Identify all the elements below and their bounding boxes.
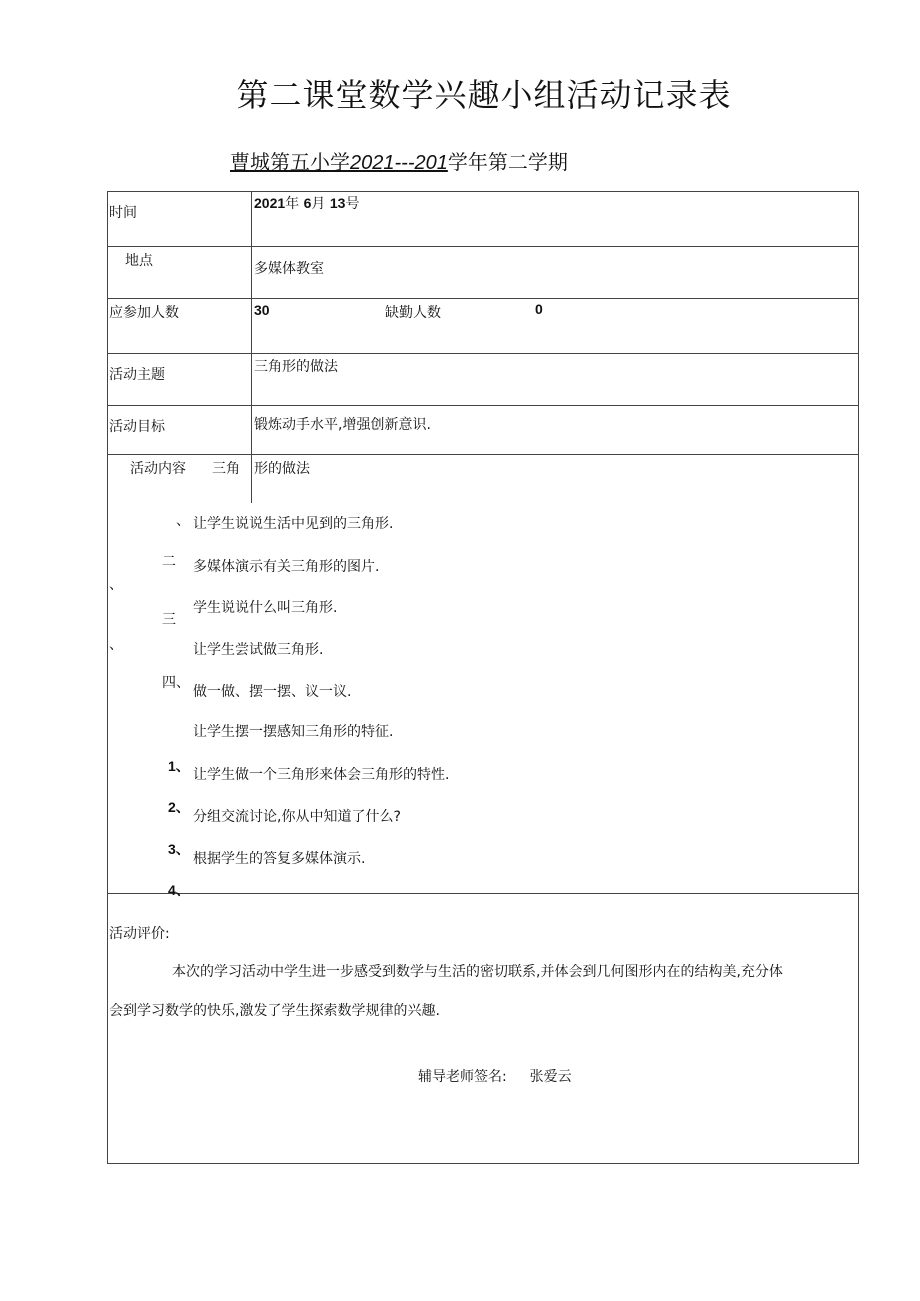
step-marker: 、 [109, 637, 123, 653]
theme-value: 三角形的做法 [254, 359, 338, 375]
absent-count-value: 0 [535, 301, 543, 317]
row-divider [107, 246, 859, 247]
absent-count-label: 缺勤人数 [385, 305, 441, 321]
table-border-top [107, 191, 859, 192]
table-border-left [107, 191, 108, 1164]
time-label: 时间 [109, 205, 137, 221]
expected-count-label: 应参加人数 [109, 305, 179, 321]
page-title: 第二课堂数学兴趣小组活动记录表 [236, 76, 732, 114]
step-item: 让学生说说生活中见到的三角形. [193, 516, 394, 532]
step-item: 让学生摆一摆感知三角形的特征. [193, 724, 394, 740]
row-divider [107, 893, 859, 894]
row-divider [107, 353, 859, 354]
location-value: 多媒体教室 [254, 261, 324, 277]
table-border-right [858, 191, 859, 1164]
step-item: 让学生做一个三角形来体会三角形的特性. [193, 767, 450, 783]
school-name: 曹城第五小学 [230, 150, 350, 174]
step-item: 做一做、摆一摆、议一议. [193, 684, 352, 700]
school-year: 2021---201 [350, 152, 448, 174]
step-item: 分组交流讨论,你从中知道了什么? [193, 809, 401, 825]
row-divider [107, 298, 859, 299]
row-divider [107, 405, 859, 406]
goal-value: 锻炼动手水平,增强创新意识. [254, 417, 431, 433]
step-marker: 1、 [168, 758, 190, 774]
goal-label: 活动目标 [109, 419, 165, 435]
signature-label: 辅导老师签名: [418, 1069, 507, 1085]
location-label: 地点 [125, 253, 153, 269]
table-border-bottom [107, 1163, 859, 1164]
step-marker: 3、 [168, 841, 190, 857]
evaluation-label: 活动评价: [109, 926, 170, 942]
step-marker: 二 [162, 554, 176, 570]
content-title-part1: 三角 [212, 461, 240, 477]
step-item: 让学生尝试做三角形. [193, 642, 324, 658]
signature-name: 张爱云 [529, 1069, 572, 1085]
step-marker: 三 [162, 612, 176, 628]
evaluation-text-line2: 会到学习数学的快乐,激发了学生探索数学规律的兴趣. [109, 1003, 440, 1019]
step-marker: 四、 [162, 675, 190, 691]
signature [418, 1066, 572, 1086]
time-value: 2021年 6月 13号 [254, 195, 360, 212]
step-item: 根据学生的答复多媒体演示. [193, 851, 366, 867]
row-divider [107, 454, 859, 455]
content-title-part2: 形的做法 [254, 461, 310, 477]
subtitle [230, 146, 568, 175]
step-marker: 2、 [168, 799, 190, 815]
content-label: 活动内容 [130, 461, 186, 477]
expected-count-value: 30 [254, 302, 270, 318]
theme-label: 活动主题 [109, 367, 165, 383]
term: 学年第二学期 [447, 150, 568, 174]
column-divider [251, 191, 252, 503]
step-item: 多媒体演示有关三角形的图片. [193, 559, 380, 575]
step-marker: 4、 [168, 882, 190, 898]
step-marker: 、 [109, 577, 123, 593]
step-item: 学生说说什么叫三角形. [193, 600, 338, 616]
evaluation-text-line1: 本次的学习活动中学生进一步感受到数学与生活的密切联系,并体会到几何图形内在的结构美,充分体 [172, 964, 783, 980]
step-marker: 、 [176, 513, 190, 529]
